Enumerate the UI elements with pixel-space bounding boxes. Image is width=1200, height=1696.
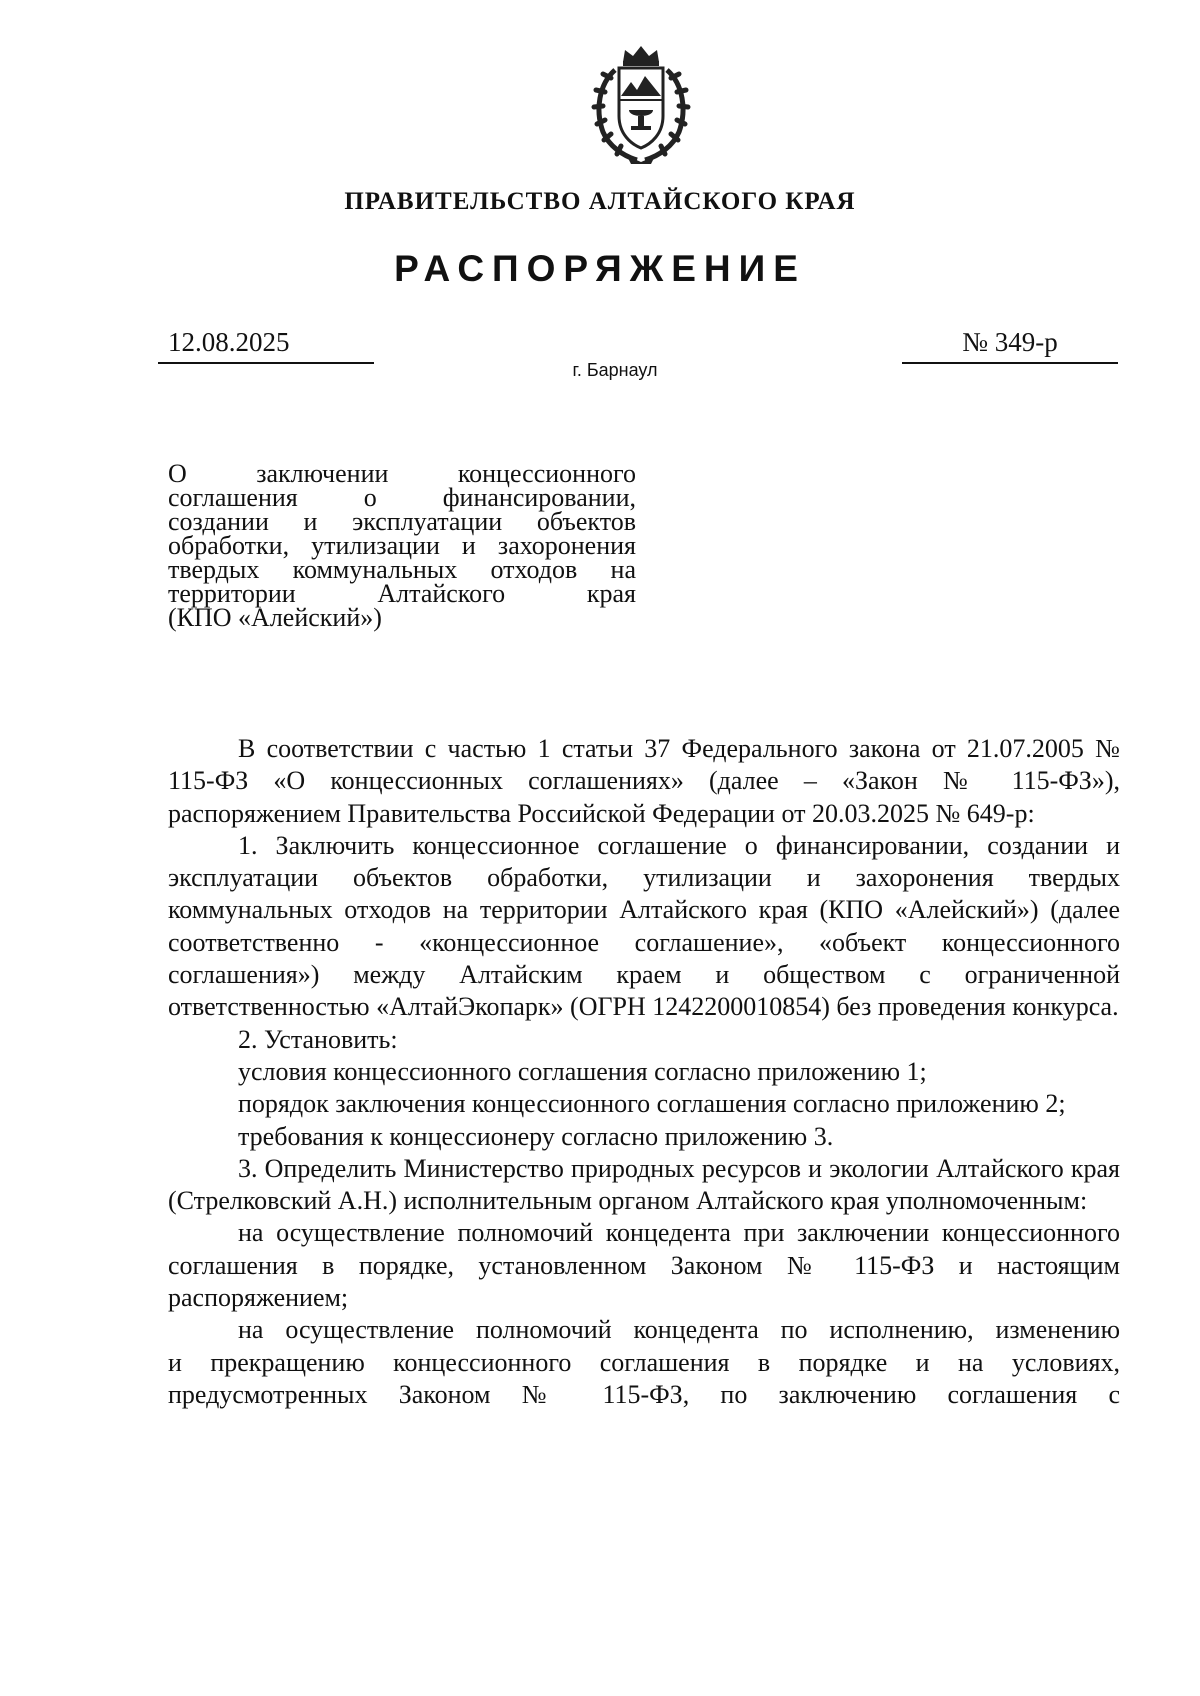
document-body <box>168 733 1120 1411</box>
body-paragraph: порядок заключения концессионного соглашения согласно приложению 2; <box>238 1089 1066 1119</box>
body-paragraph: 3. Определить Министерство природных ресурсов и экологии Алтайского края (Стрелковский А.Н.) исполнительным органом Алтайского края уполномоченным: <box>168 1153 1120 1216</box>
body-paragraph-line: и прекращению концессионного соглашения в порядке и на условиях, <box>168 1347 1120 1377</box>
body-paragraph-line: на осуществление полномочий концедента по исполнению, изменению <box>238 1315 1120 1345</box>
document-number: № 349-р <box>902 327 1118 364</box>
body-paragraph-line: предусмотренных Законом № 115-ФЗ, по заключению соглашения с <box>168 1379 1120 1409</box>
document-type-title: РАСПОРЯЖЕНИЕ <box>394 248 806 289</box>
subject-line: твердых коммунальных отходов на <box>168 555 636 584</box>
body-paragraph: требования к концессионеру согласно приложению 3. <box>238 1121 834 1151</box>
government-title: ПРАВИТЕЛЬСТВО АЛТАЙСКОГО КРАЯ <box>344 188 856 215</box>
subject-line: создании и эксплуатации объектов <box>168 507 636 536</box>
body-paragraph: 1. Заключить концессионное соглашение о финансировании, создании и эксплуатации объектов обработки, утилизации и захоронения твердых коммунальных отходов на территории Алтайского края (КПО «Алейский») (далее соответственно - «концессионное соглашение», «объект концессионного соглашения») между Алтайским краем и обществом с ограниченной ответственностью «АлтайЭкопарк» (ОГРН 1242200010854) без проведения конкурса. <box>168 830 1120 1022</box>
document-city: г. Барнаул <box>572 360 658 380</box>
body-paragraph: на осуществление полномочий концедента при заключении концессионного соглашения в порядке, установленном Законом № 115-ФЗ и настоящим распоряжением; <box>168 1218 1120 1313</box>
subject-line: обработки, утилизации и захоронения <box>168 531 636 560</box>
subject-line: территории Алтайского края <box>168 579 636 608</box>
document-date: 12.08.2025 <box>158 327 374 364</box>
subject-line: соглашения о финансировании, <box>168 483 636 512</box>
coat-of-arms-icon <box>585 40 697 166</box>
subject-line: О заключении концессионного <box>168 459 636 488</box>
body-paragraph: условия концессионного соглашения согласно приложению 1; <box>238 1056 927 1086</box>
body-paragraph: 2. Установить: <box>238 1024 398 1054</box>
body-paragraph: В соответствии с частью 1 статьи 37 Федерального закона от 21.07.2005 № 115-ФЗ «О концессионных соглашениях» (далее – «Закон № 115-ФЗ»), распоряжением Правительства Российской Федерации от 20.03.2025 № 649-р: <box>168 734 1120 828</box>
subject-line: (КПО «Алейский») <box>168 603 382 632</box>
document-subject <box>168 459 636 632</box>
